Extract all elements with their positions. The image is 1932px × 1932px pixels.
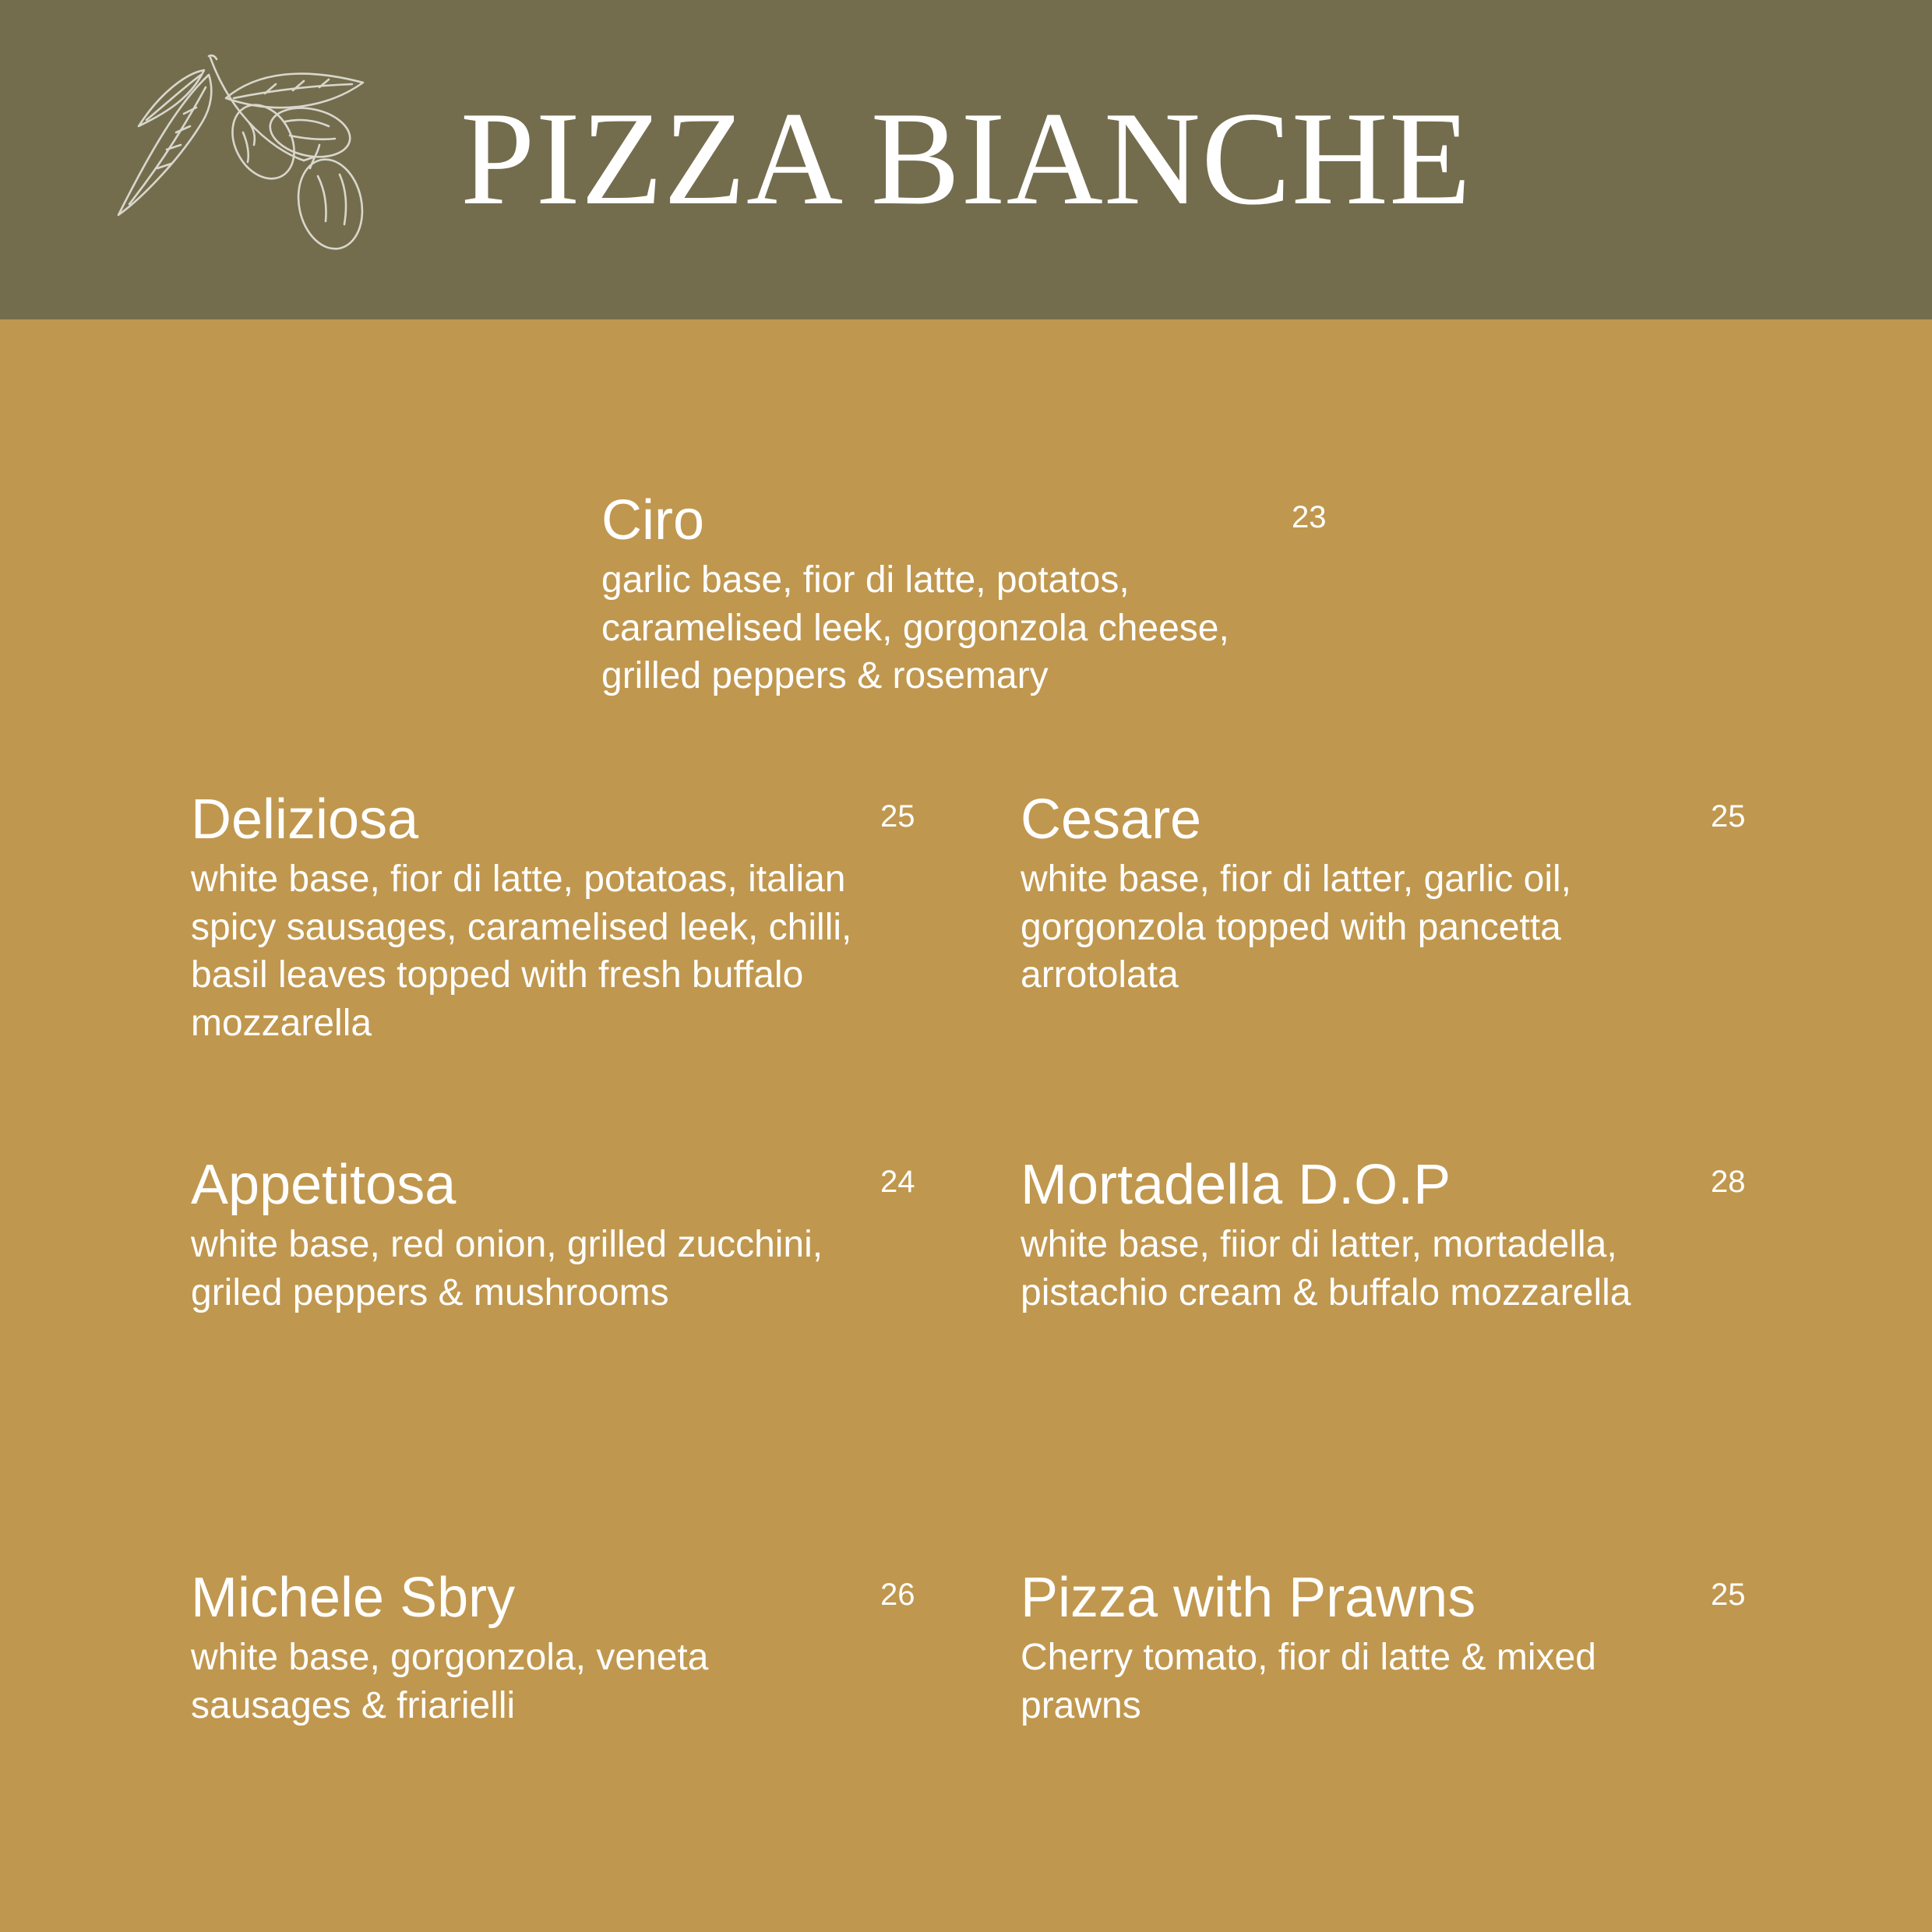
item-description: white base, red onion, grilled zucchini, griled peppers & mushrooms xyxy=(191,1224,823,1313)
item-name: Appetitosa xyxy=(191,1154,457,1216)
item-price: 23 xyxy=(1292,500,1327,534)
item-description: white base, fior di latte, potatoas, italian spicy sausages, caramelised leek, chilli, basil leaves topped with fresh buffalo mozzarella xyxy=(191,858,852,1044)
menu-item-michele-sbry xyxy=(191,1567,919,1741)
menu-item-pizza-with-prawns xyxy=(1021,1567,1749,1741)
menu-header xyxy=(0,0,1932,319)
item-description: white base, fiior di latter, mortadella, pistachio cream & buffalo mozzarella xyxy=(1021,1224,1631,1313)
menu-item-cesare xyxy=(1021,788,1749,1017)
item-description: white base, gorgonzola, veneta sausages & friarielli xyxy=(191,1637,709,1726)
menu-item-deliziosa xyxy=(191,788,919,1056)
item-name: Deliziosa xyxy=(191,788,419,851)
item-name: Pizza with Prawns xyxy=(1021,1567,1476,1629)
item-price: 25 xyxy=(1711,799,1746,834)
item-name: Cesare xyxy=(1021,788,1202,851)
menu-item-mortadella xyxy=(1021,1154,1768,1328)
item-description: white base, fior di latter, garlic oil, gorgonzola topped with pancetta arrotolata xyxy=(1021,858,1571,996)
item-name: Mortadella D.O.P xyxy=(1021,1154,1451,1216)
menu-title: PIZZA BIANCHE xyxy=(460,85,1472,233)
item-description: garlic base, fior di latte, potatos, caramelised leek, gorgonzola cheese, grilled peppers & rosemary xyxy=(601,559,1229,696)
item-price: 26 xyxy=(880,1578,915,1612)
item-price: 25 xyxy=(1711,1578,1746,1612)
item-description: Cherry tomato, fior di latte & mixed prawns xyxy=(1021,1637,1596,1726)
item-price: 25 xyxy=(880,799,915,834)
item-price: 24 xyxy=(880,1165,915,1199)
item-price: 28 xyxy=(1711,1165,1746,1199)
item-name: Michele Sbry xyxy=(191,1567,516,1629)
item-name: Ciro xyxy=(601,489,705,552)
menu-item-ciro xyxy=(601,489,1330,718)
menu-item-appetitosa xyxy=(191,1154,919,1328)
